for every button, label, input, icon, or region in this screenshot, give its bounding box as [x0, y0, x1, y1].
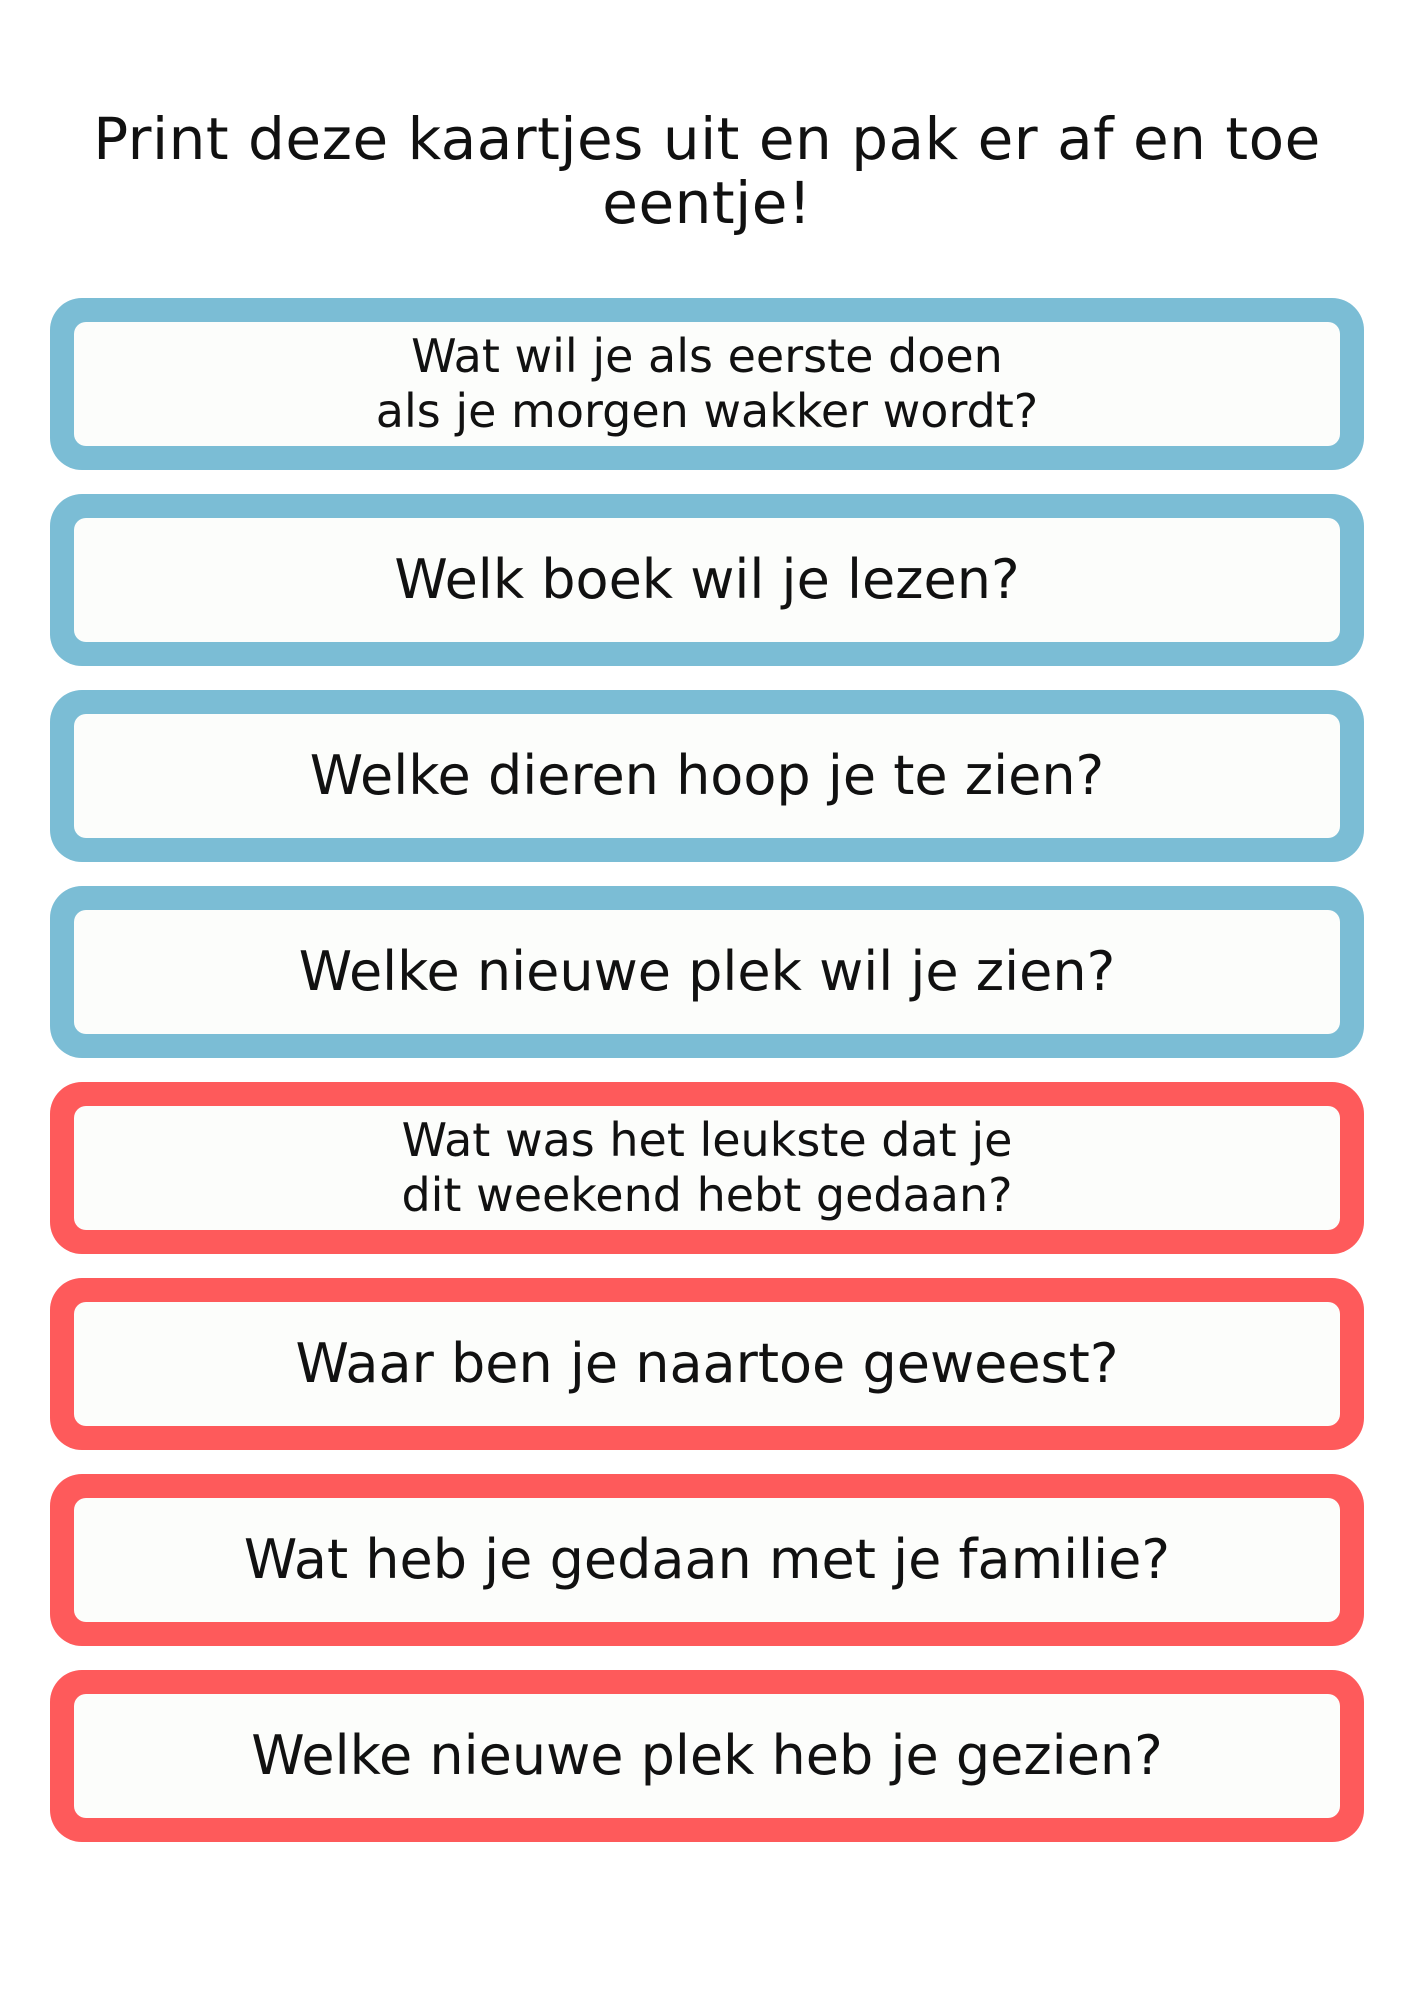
card-question-line: Welke nieuwe plek wil je zien?: [298, 940, 1116, 1004]
card-content: [74, 322, 1340, 446]
card-question: [298, 940, 1116, 1004]
card-question: [376, 329, 1038, 439]
card-question: [251, 1724, 1163, 1788]
card-content: [74, 1694, 1340, 1818]
card-question-line: als je morgen wakker wordt?: [375, 384, 1039, 438]
card-question: [243, 1528, 1171, 1592]
card-question-line: Wat wil je als eerste doen: [411, 328, 1003, 383]
card-content: [74, 1106, 1340, 1230]
card-content: [74, 1498, 1340, 1622]
card-question: [309, 744, 1105, 808]
page-title: Print deze kaartjes uit en pak er af en toe eentje!: [93, 105, 1321, 237]
question-card: [50, 494, 1364, 666]
card-content: [74, 1302, 1340, 1426]
card-content: [74, 518, 1340, 642]
question-card: [50, 1670, 1364, 1842]
question-card: [50, 690, 1364, 862]
question-card: [50, 1474, 1364, 1646]
card-question-line: Waar ben je naartoe geweest?: [295, 1332, 1119, 1396]
question-cards: [50, 298, 1364, 1866]
card-question-line: Wat heb je gedaan met je familie?: [243, 1528, 1171, 1592]
card-question-line: Welk boek wil je lezen?: [394, 548, 1020, 612]
card-content: [74, 910, 1340, 1034]
card-question-line: Welke nieuwe plek heb je gezien?: [251, 1724, 1163, 1788]
card-question: [295, 1332, 1119, 1396]
card-content: [74, 714, 1340, 838]
question-card: [50, 1082, 1364, 1254]
card-question-line: Welke dieren hoop je te zien?: [309, 744, 1105, 808]
card-question: [394, 548, 1020, 612]
question-card: [50, 298, 1364, 470]
card-question: [401, 1113, 1012, 1223]
question-card: [50, 886, 1364, 1058]
question-card: [50, 1278, 1364, 1450]
card-question-line: Wat was het leukste dat je: [401, 1112, 1013, 1167]
card-question-line: dit weekend hebt gedaan?: [401, 1168, 1013, 1222]
